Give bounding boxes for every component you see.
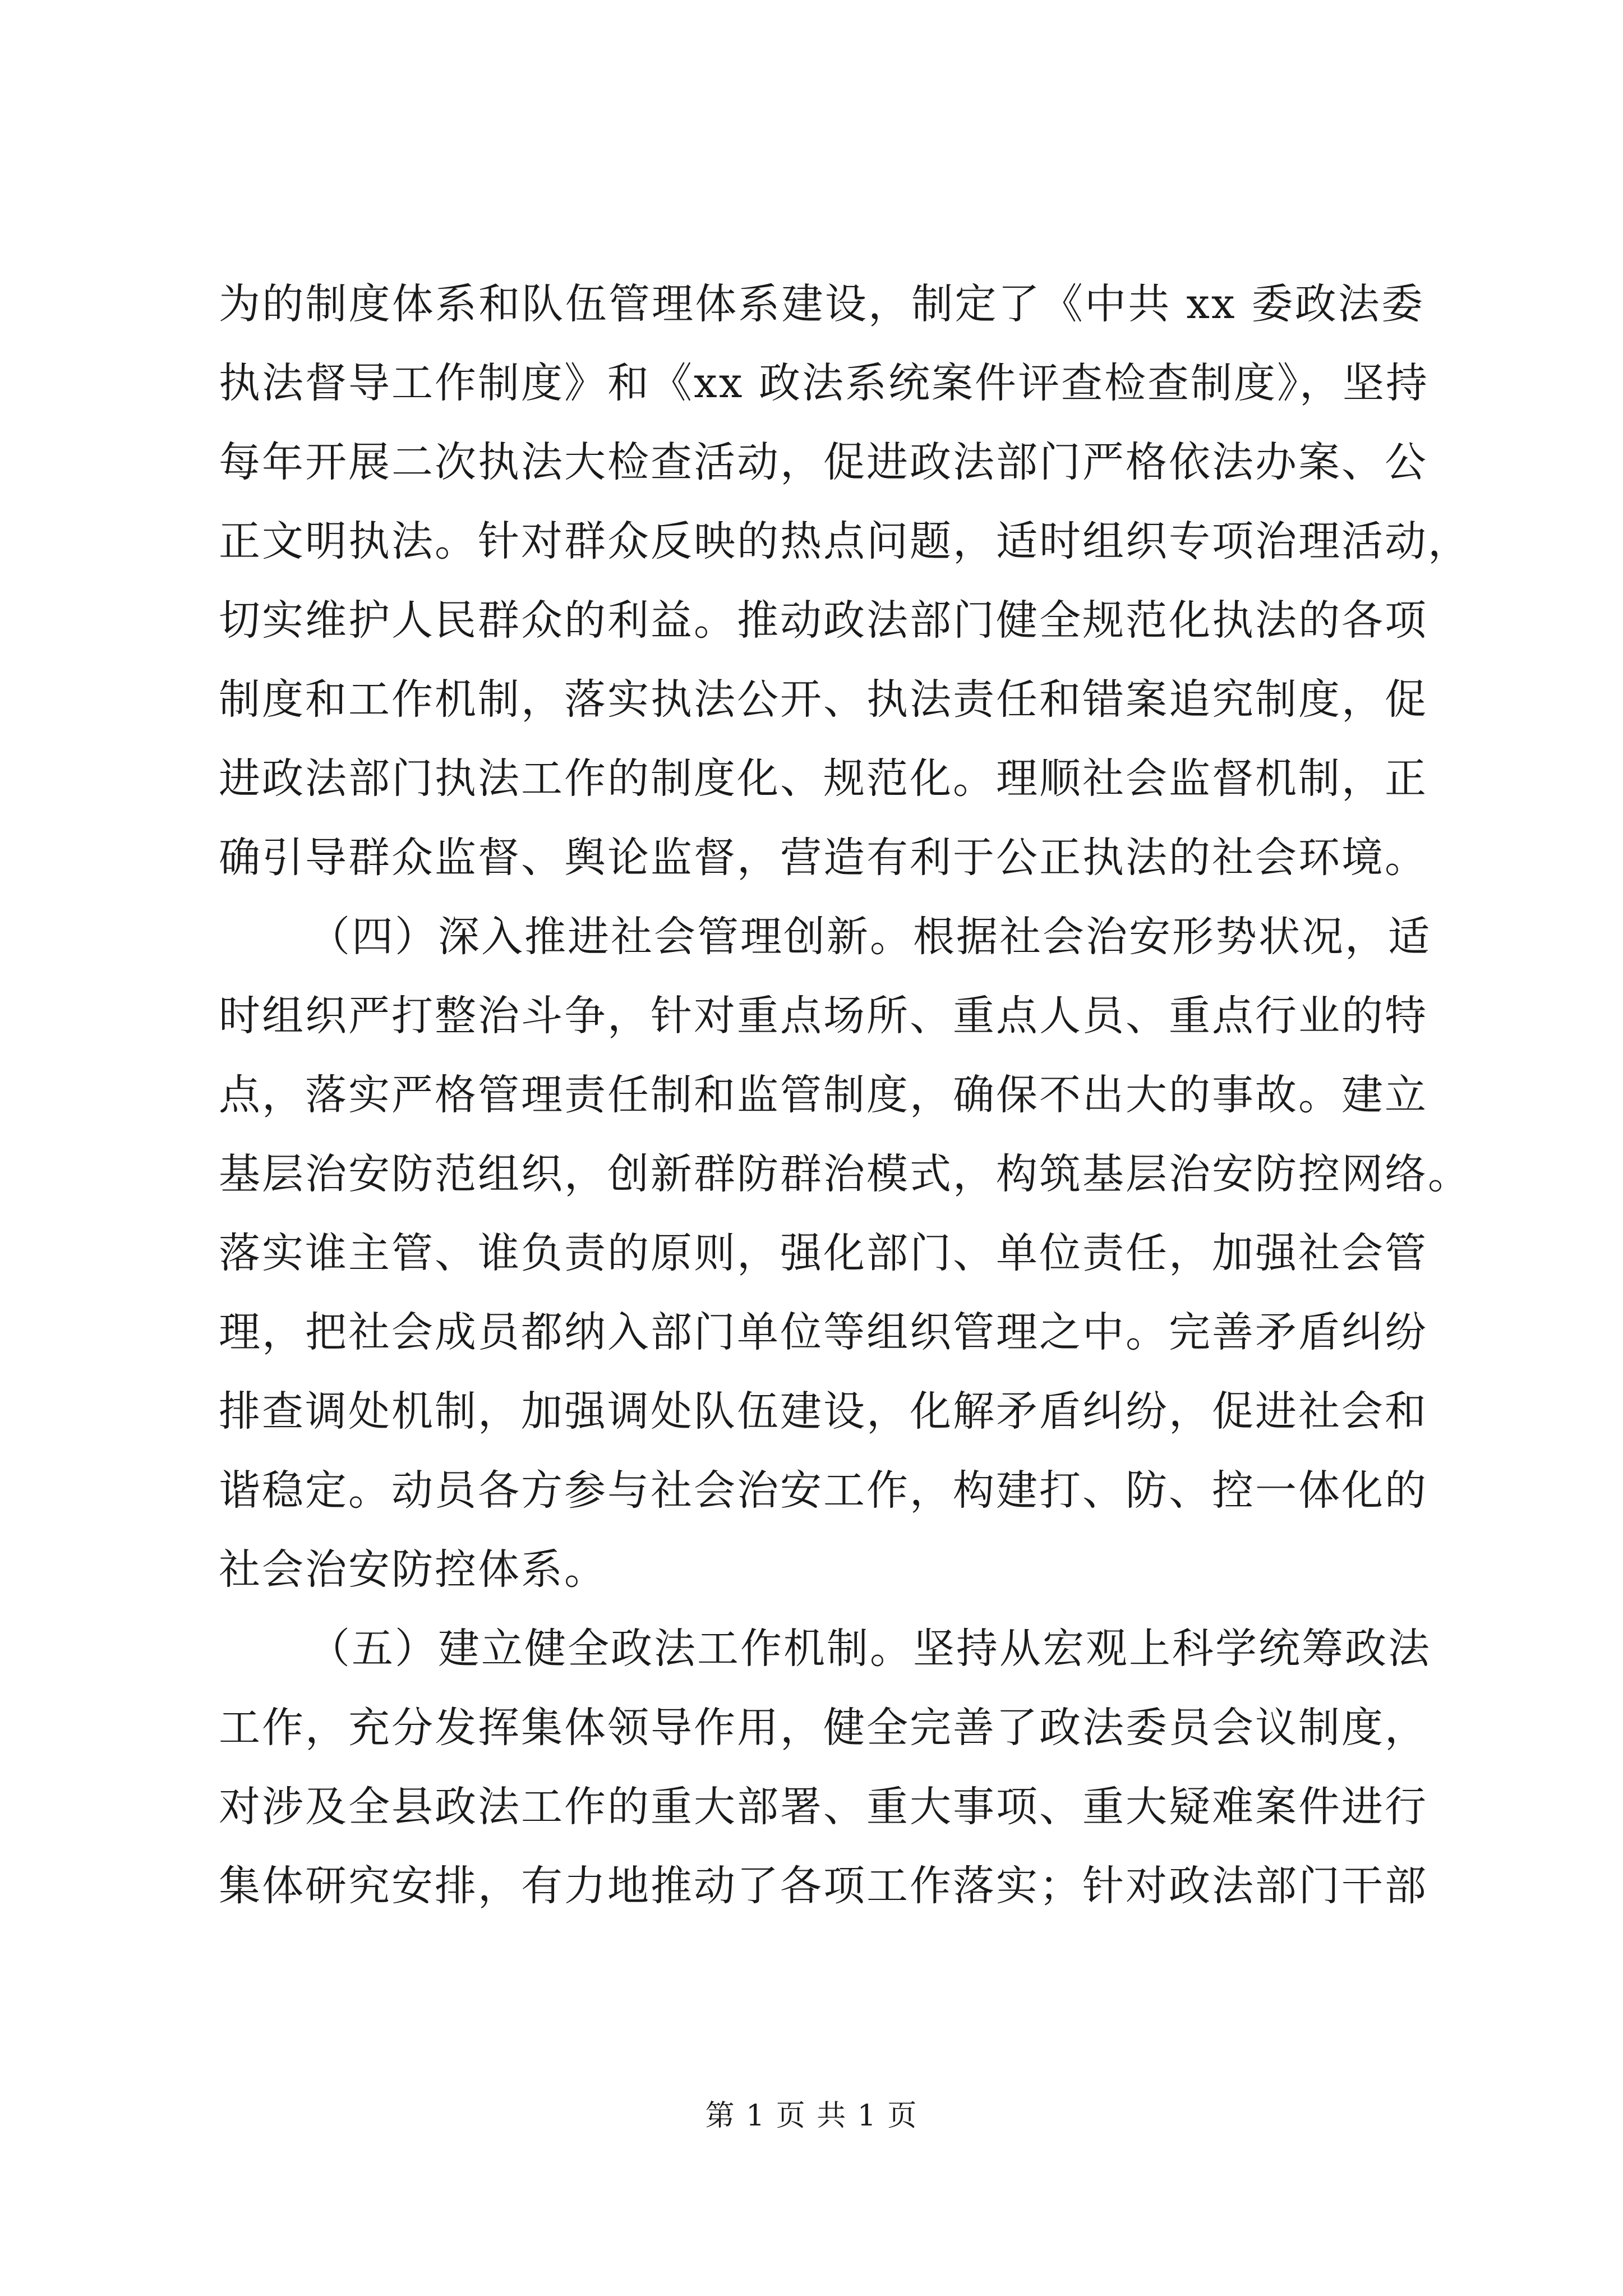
text-line: 正文明执法。针对群众反映的热点问题，适时组织专项治理活动， [219, 517, 1471, 565]
text-line: 执法督导工作制度》和《xx 政法系统案件评查检查制度》，坚持 [219, 359, 1429, 407]
document-body [219, 265, 1471, 1926]
text-line: 制度和工作机制，落实执法公开、执法责任和错案追究制度，促 [219, 675, 1428, 724]
text-line: 进政法部门执法工作的制度化、规范化。理顺社会监督机制，正 [219, 754, 1428, 803]
page-footer [0, 2099, 1623, 2133]
text-line: 谐稳定。动员各方参与社会治安工作，构建打、防、控一体化的 [219, 1466, 1428, 1515]
section-heading-line: （四）深入推进社会管理创新。根据社会治安形势状况，适 [308, 913, 1431, 961]
text-line: 基层治安防范组织，创新群防群治模式，构筑基层治安防控网络。 [219, 1150, 1471, 1198]
text-line: 切实维护人民群众的利益。推动政法部门健全规范化执法的各项 [219, 596, 1428, 645]
text-line: 确引导群众监督、舆论监督，营造有利于公正执法的社会环境。 [219, 834, 1428, 882]
page-number: 第 1 页 共 1 页 [705, 2099, 918, 2133]
text-line: 集体研究安排，有力地推动了各项工作落实；针对政法部门干部 [219, 1862, 1428, 1910]
text-line: 理，把社会成员都纳入部门单位等组织管理之中。完善矛盾纠纷 [219, 1308, 1428, 1356]
text-line: 社会治安防控体系。 [219, 1545, 607, 1594]
text-line: 排查调处机制，加强调处队伍建设，化解矛盾纠纷，促进社会和 [219, 1387, 1428, 1435]
text-line: 点，落实严格管理责任制和监管制度，确保不出大的事故。建立 [219, 1071, 1428, 1119]
text-line: 落实谁主管、谁负责的原则，强化部门、单位责任，加强社会管 [219, 1229, 1428, 1277]
text-line: 每年开展二次执法大检查活动，促进政法部门严格依法办案、公 [219, 438, 1428, 486]
section-heading-line: （五）建立健全政法工作机制。坚持从宏观上科学统筹政法 [308, 1625, 1431, 1673]
text-line: 时组织严打整治斗争，针对重点场所、重点人员、重点行业的特 [219, 992, 1428, 1040]
text-line: 对涉及全县政法工作的重大部署、重大事项、重大疑难案件进行 [219, 1783, 1428, 1831]
text-line: 工作，充分发挥集体领导作用，健全完善了政法委员会议制度， [219, 1704, 1428, 1752]
text-line: 为的制度体系和队伍管理体系建设，制定了《中共 xx 委政法委 [219, 280, 1424, 328]
